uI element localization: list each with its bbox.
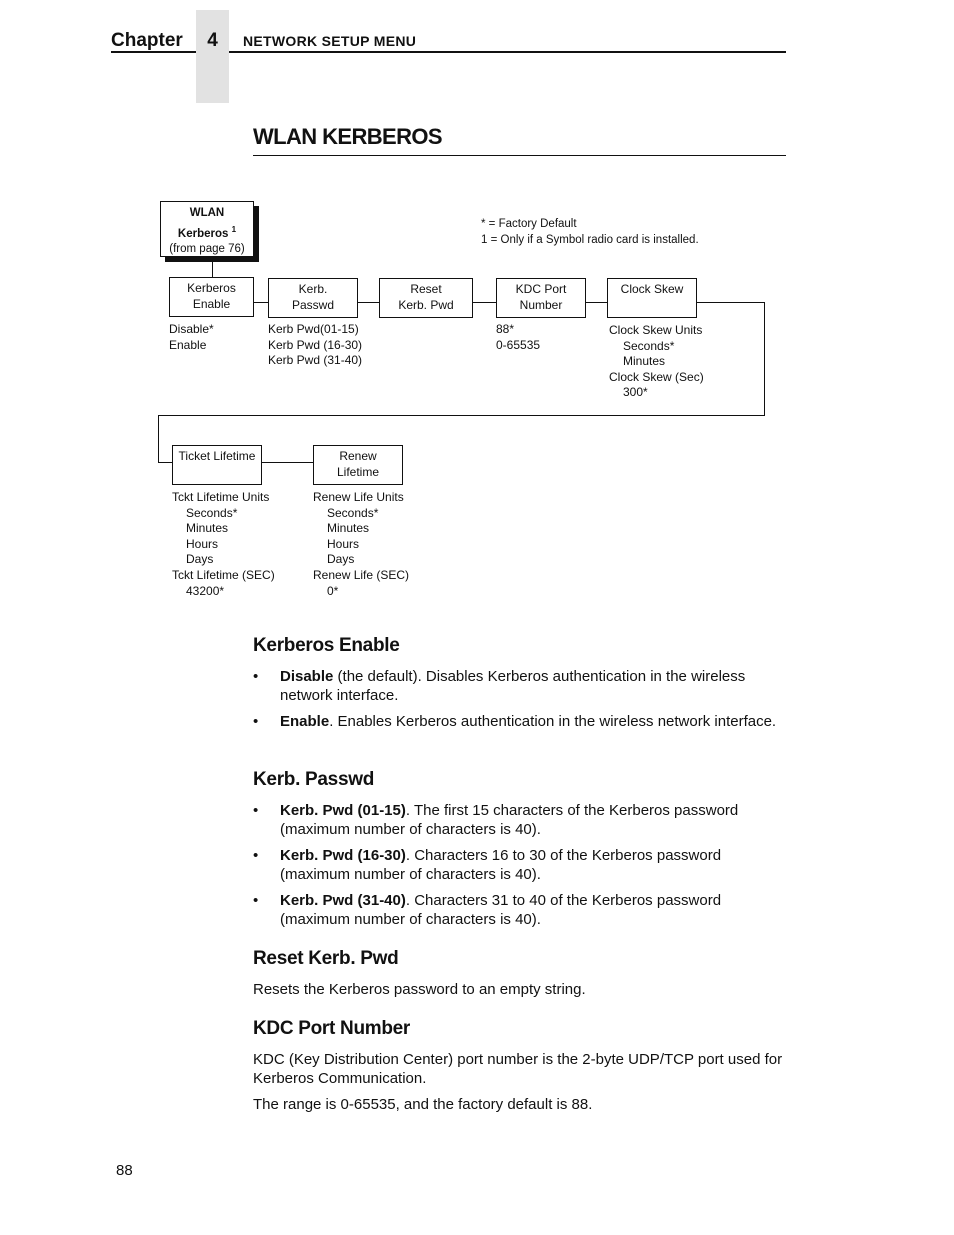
option-item: Clock Skew (Sec) (609, 369, 704, 384)
legend-symbol-note: 1 = Only if a Symbol radio card is installed. (481, 234, 699, 246)
box-label: Number (519, 298, 563, 312)
connector-line (586, 302, 607, 303)
box-label: Kerb. Pwd (398, 298, 454, 312)
ticket-lifetime-options (172, 490, 275, 599)
bullet-term: Disable (280, 668, 334, 685)
bullet-text: . Enables Kerberos authentication in the wireless network interface. (329, 713, 777, 730)
option-item: Renew Life Units (313, 490, 404, 504)
option-item: Hours (186, 536, 219, 551)
bullet-term: Kerb. Pwd (01-15) (280, 802, 406, 819)
option-item: Seconds* (327, 505, 379, 520)
chapter-tab (196, 10, 229, 103)
ticket-lifetime-box (172, 445, 262, 485)
clock-skew-options (609, 323, 704, 401)
box-label: Clock Skew (620, 282, 684, 296)
bullet-icon: • (253, 802, 259, 819)
kerb-passwd-options (268, 322, 362, 369)
option-item: 0-65535 (496, 337, 541, 352)
heading-kerberos-enable: Kerberos Enable (253, 635, 400, 656)
bullet-icon: • (253, 668, 259, 685)
bullet-text: . Characters 16 to 30 of the Kerberos password (maximum number of characters is 40). (280, 847, 722, 883)
root-footnote: 1 (231, 224, 237, 234)
box-label: Reset (410, 282, 442, 296)
option-item: Days (327, 552, 355, 567)
connector-line (262, 462, 313, 463)
chapter-label: Chapter (111, 30, 183, 51)
option-item: Clock Skew Units (609, 323, 703, 337)
option-item: 300* (623, 385, 648, 400)
bullet-text: . The first 15 characters of the Kerberos password (maximum number of characters is 40). (280, 802, 739, 838)
option-item: Seconds* (623, 338, 675, 353)
option-item: Tckt Lifetime (SEC) (172, 567, 275, 582)
bullet-item (253, 846, 786, 884)
option-item: Renew Life (SEC) (313, 567, 410, 582)
header-rule (229, 51, 786, 53)
heading-kdc-port-number: KDC Port Number (253, 1018, 411, 1039)
clock-skew-box (607, 278, 697, 318)
connector-line (212, 262, 213, 277)
title-rule (253, 155, 786, 156)
option-item: Enable (169, 337, 207, 352)
option-item: Minutes (186, 521, 229, 536)
bullet-icon: • (253, 892, 259, 909)
connector-line (697, 302, 765, 303)
option-item: Kerb Pwd (31-40) (268, 353, 363, 368)
option-item: Days (186, 552, 214, 567)
root-line3: (from page 76) (169, 242, 245, 255)
heading-kerb-passwd: Kerb. Passwd (253, 769, 375, 790)
option-item: Seconds* (186, 505, 238, 520)
root-line1: WLAN (189, 207, 225, 219)
connector-line (358, 302, 379, 303)
diagram-legend (481, 216, 699, 248)
option-item: Kerb Pwd(01-15) (268, 322, 359, 336)
connector-line (254, 302, 268, 303)
root-line2: Kerberos (177, 227, 229, 240)
box-label: Ticket Lifetime (178, 449, 256, 463)
bullet-icon: • (253, 847, 259, 864)
running-header: NETWORK SETUP MENU (243, 33, 417, 49)
bullet-term: Kerb. Pwd (16-30) (280, 847, 406, 864)
box-label: Enable (192, 297, 231, 311)
connector-line (158, 415, 765, 416)
option-item: 43200* (186, 583, 225, 598)
reset-kerb-pwd-box (379, 278, 473, 318)
page-title: WLAN KERBEROS (253, 124, 442, 149)
kerberos-enable-box (169, 277, 254, 317)
option-item: Tckt Lifetime Units (172, 490, 270, 504)
bullet-item (253, 667, 786, 705)
box-label: Passwd (291, 298, 335, 312)
chapter-number: 4 (207, 30, 218, 51)
paragraph: Resets the Kerberos password to an empty string. (253, 981, 586, 998)
connector-line (473, 302, 496, 303)
kerberos-enable-options (169, 322, 214, 353)
paragraph: KDC (Key Distribution Center) port number is the 2-byte UDP/TCP port used for Kerberos Communication. (253, 1051, 783, 1087)
option-item: 88* (496, 322, 515, 336)
kdc-port-options (496, 322, 540, 353)
option-item: Disable* (169, 322, 214, 336)
option-item: Minutes (327, 521, 370, 536)
paragraph: The range is 0-65535, and the factory default is 88. (253, 1096, 593, 1113)
heading-reset-kerb-pwd: Reset Kerb. Pwd (253, 948, 399, 969)
connector-line (764, 302, 765, 416)
bullet-text: . Characters 31 to 40 of the Kerberos password (maximum number of characters is 40). (280, 892, 722, 928)
option-item: 0* (327, 583, 339, 598)
kdc-port-box (496, 278, 586, 318)
renew-lifetime-options (313, 490, 409, 599)
renew-lifetime-box (313, 445, 403, 485)
legend-factory-default: * = Factory Default (481, 218, 577, 230)
page-number: 88 (116, 1162, 133, 1179)
option-item: Kerb Pwd (16-30) (268, 337, 363, 352)
box-label: KDC Port (515, 282, 567, 296)
bullet-item (253, 712, 786, 731)
connector-line (158, 462, 172, 463)
box-label: Kerb. (298, 282, 328, 296)
bullet-text: (the default). Disables Kerberos authentication in the wireless network interface. (280, 668, 746, 704)
bullet-term: Kerb. Pwd (31-40) (280, 892, 406, 909)
bullet-item (253, 801, 786, 839)
option-item: Hours (327, 536, 360, 551)
option-item: Minutes (623, 354, 666, 369)
bullet-term: Enable (280, 713, 330, 730)
box-label: Lifetime (336, 465, 380, 479)
bullet-item (253, 891, 786, 929)
root-menu-box (160, 201, 254, 257)
connector-line (158, 415, 159, 463)
kerb-passwd-box (268, 278, 358, 318)
box-label: Kerberos (187, 281, 236, 295)
box-label: Renew (339, 449, 377, 463)
bullet-icon: • (253, 713, 259, 730)
header-rule (111, 51, 196, 53)
